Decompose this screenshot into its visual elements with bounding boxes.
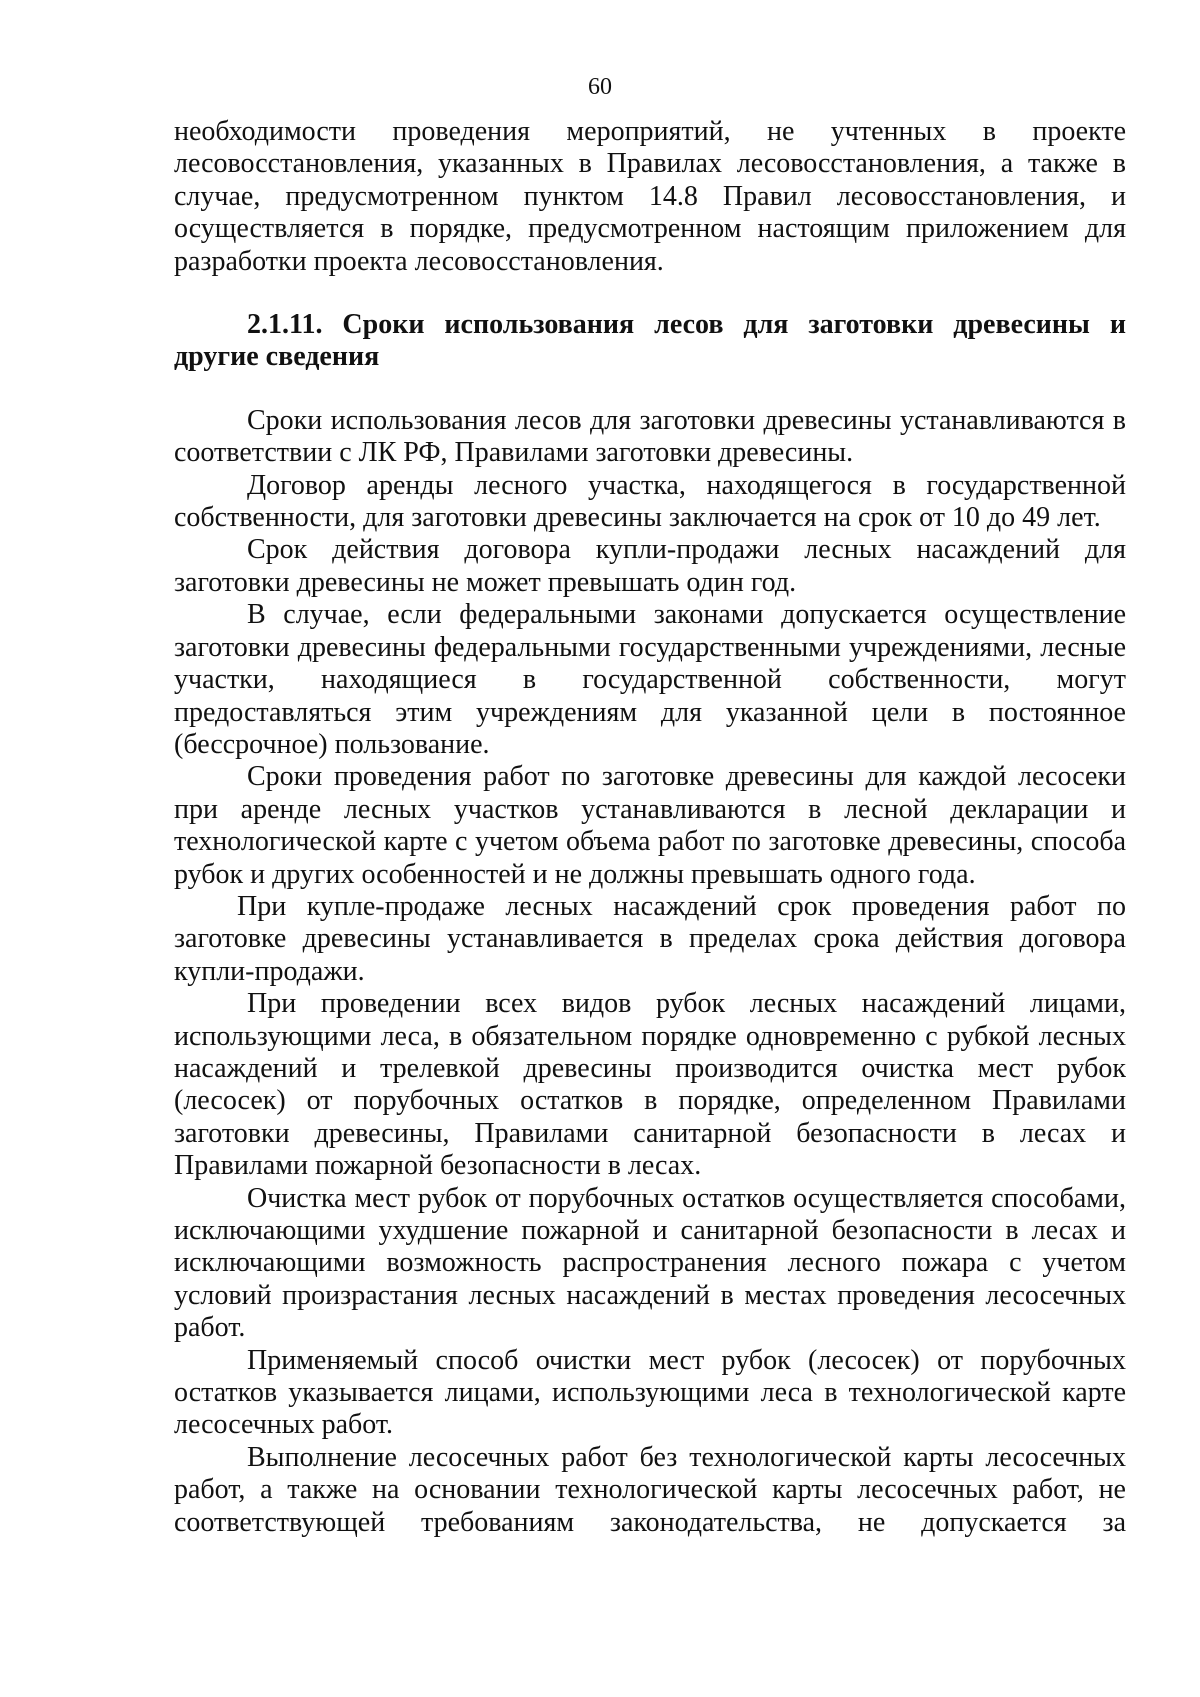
paragraph-federal-institutions: В случае, если федеральными законами допускается осуществление заготовки древесины федеральными государственными учреждениями, лесные участки, находящиеся в государственной собственности, могут предоставляться этим учреждениям для указанной цели в постоянное (бессрочное) пользование. <box>174 599 1126 760</box>
paragraph-cleanup-methods: Очистка мест рубок от порубочных остатков осуществляется способами, исключающими ухудшение пожарной и санитарной безопасности в лесах и исключающими возможность распространения лесного пожара с учетом условий произрастания лесных насаждений в местах проведения лесосечных работ. <box>174 1182 1126 1344</box>
intro-paragraph: необходимости проведения мероприятий, не учтенных в проекте лесовосстановления, указанных в Правилах лесовосстановления, а также в случае, предусмотренном пунктом 14.8 Правил лесовосстановления, и осуществляется в порядке, предусмотренном настоящим приложением для разработки проекта лесовосстановления. <box>174 116 1126 277</box>
page-content <box>174 116 1126 1539</box>
paragraph-logging-residue-cleanup: При проведении всех видов рубок лесных насаждений лицами, использующими леса, в обязательном порядке одновременно с рубкой лесных насаждений и трелевкой древесины производится очистка мест рубок (лесосек) от порубочных остатков в порядке, определенном Правилами заготовки древесины, Правилами санитарной безопасности в лесах и Правилами пожарной безопасности в лесах. <box>174 988 1126 1182</box>
paragraph-works-schedule: Сроки проведения работ по заготовке древесины для каждой лесосеки при аренде лесных участков устанавливаются в лесной декларации и технологической карте с учетом объема работ по заготовке древесины, способа рубок и других особенностей и не должны превышать одного года. <box>174 761 1126 890</box>
paragraph-cleanup-method-specification: Применяемый способ очистки мест рубок (лесосек) от порубочных остатков указывается лицами, использующими леса в технологической карте лесосечных работ. <box>174 1344 1126 1441</box>
page-number: 60 <box>588 74 612 100</box>
paragraph-works-without-map: Выполнение лесосечных работ без технологической карты лесосечных работ, а также на основании технологической карты лесосечных работ, не соответствующей требованиям законодательства, не допускается за <box>174 1441 1126 1538</box>
paragraph-sale-contract-term: Срок действия договора купли-продажи лесных насаждений для заготовки древесины не может превышать один год. <box>174 534 1126 598</box>
paragraph-lease-term: Договор аренды лесного участка, находящегося в государственной собственности, для заготовки древесины заключается на срок от 10 до 49 лет. <box>174 469 1126 534</box>
paragraph-purchase-sale-works: При купле-продаже лесных насаждений срок проведения работ по заготовке древесины устанавливается в пределах срока действия договора купли-продажи. <box>174 890 1126 987</box>
paragraph-usage-terms: Сроки использования лесов для заготовки древесины устанавливаются в соответствии с ЛК РФ, Правилами заготовки древесины. <box>174 404 1126 469</box>
section-heading: 2.1.11. Сроки использования лесов для заготовки древесины и другие сведения <box>174 309 1126 373</box>
